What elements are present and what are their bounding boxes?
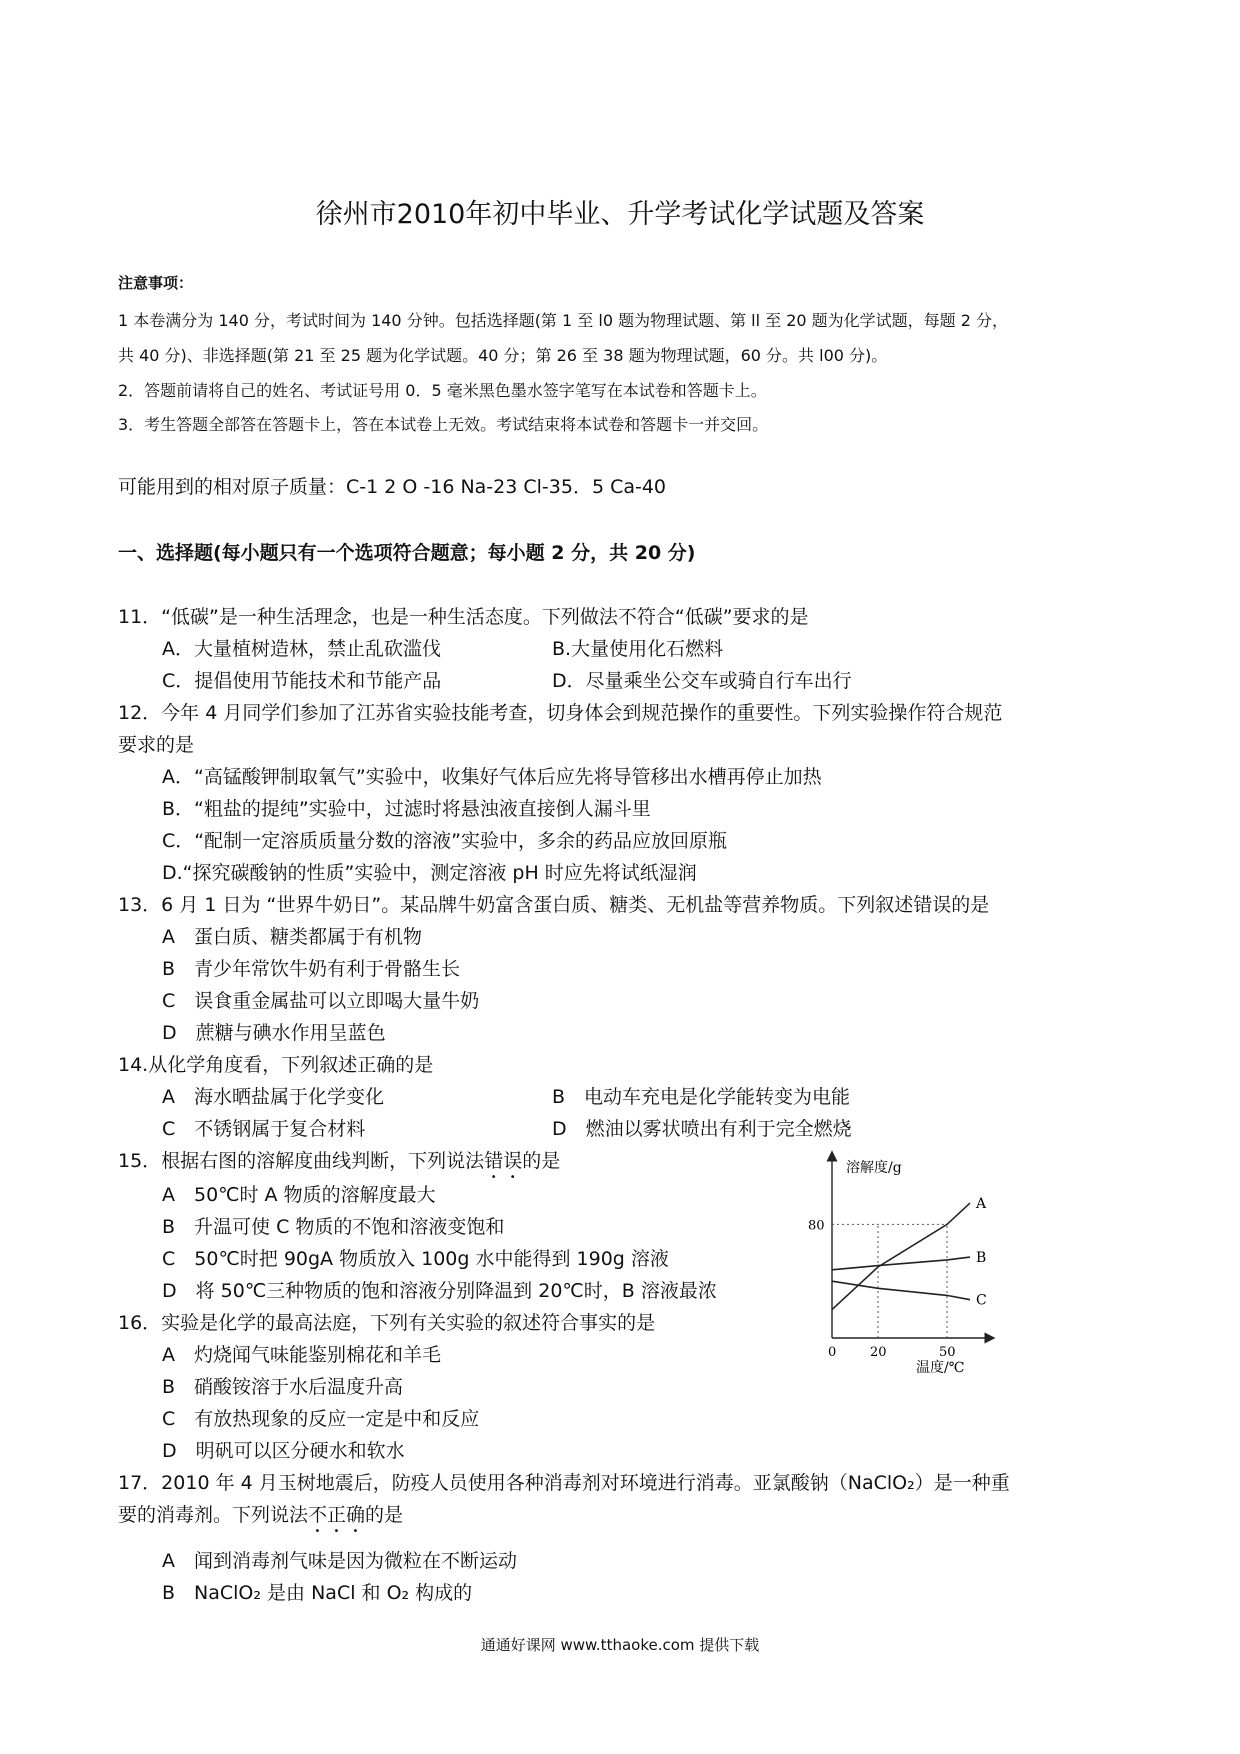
question-12-option-d: D.“探究碳酸钠的性质”实验中，测定溶液 pH 时应先将试纸湿润 — [162, 862, 697, 884]
notice-heading: 注意事项： — [118, 274, 194, 292]
section-title: 一、选择题(每小题只有一个选项符合题意；每小题 2 分，共 20 分) — [118, 542, 696, 564]
atomic-masses: 可能用到的相对原子质量：C-1 2 O -16 Na-23 Cl-35．5 Ca-40 — [118, 476, 667, 498]
notice-line: 2．答题前请将自己的姓名、考试证号用 0．5 毫米黑色墨水签字笔写在本试卷和答题卡上。 — [118, 381, 767, 400]
question-11-option-a: A．大量植树造林，禁止乱砍滥伐 — [162, 638, 441, 660]
notice-line: 1 本卷满分为 140 分，考试时间为 140 分钟。包括选择题(第 1 至 l0 题为物理试题、第 ll 至 20 题为化学试题，每题 2 分， — [118, 311, 1009, 330]
question-15-stem — [118, 1146, 560, 1183]
x-tick-label: 50 — [939, 1345, 956, 1360]
question-14-option-c: C 不锈钢属于复合材料 — [162, 1118, 366, 1140]
question-16-stem: 16．实验是化学的最高法庭，下列有关实验的叙述符合事实的是 — [118, 1312, 656, 1334]
question-15-option-d: D 将 50℃三种物质的饱和溶液分别降温到 20℃时，B 溶液最浓 — [162, 1280, 717, 1302]
question-15-option-c: C 50℃时把 90gA 物质放入 100g 水中能得到 190g 溶液 — [162, 1248, 669, 1270]
page-title: 徐州市2010年初中毕业、升学考试化学试题及答案 — [315, 199, 925, 230]
question-11-option-c: C．提倡使用节能技术和节能产品 — [162, 670, 442, 692]
question-17-option-a: A 闻到消毒剂气味是因为微粒在不断运动 — [162, 1550, 517, 1572]
question-15-option-b: B 升温可使 C 物质的不饱和溶液变饱和 — [162, 1216, 505, 1238]
question-11-stem: 11．“低碳”是一种生活理念，也是一种生活态度。下列做法不符合“低碳”要求的是 — [118, 606, 809, 628]
y-tick-label: 80 — [808, 1218, 825, 1234]
question-17-stem-post: 的是 — [365, 1504, 404, 1526]
question-17-stem-cont — [118, 1500, 403, 1537]
x-tick-label: 20 — [870, 1345, 887, 1360]
question-12-stem-cont: 要求的是 — [118, 734, 195, 756]
notice-line: 共 40 分)、非选择题(第 21 至 25 题为化学试题。40 分；第 26 至 38 题为物理试题，60 分。共 l00 分)。 — [118, 346, 888, 365]
question-16-option-d: D 明矾可以区分硬水和软水 — [162, 1440, 405, 1462]
question-14-stem: 14.从化学角度看，下列叙述正确的是 — [118, 1054, 434, 1076]
question-12-stem: 12．今年 4 月同学们参加了江苏省实验技能考查，切身体会到规范操作的重要性。下列实验操作符合规范 — [118, 702, 1003, 724]
y-axis-label: 溶解度/g — [846, 1160, 902, 1176]
question-13-option-d: D 蔗糖与碘水作用呈蓝色 — [162, 1022, 386, 1044]
footer: 通通好课网 www.tthaoke.com 提供下载 — [480, 1636, 760, 1654]
question-14-option-b: B 电动车充电是化学能转变为电能 — [552, 1086, 851, 1108]
question-16-option-a: A 灼烧闻气味能鉴别棉花和羊毛 — [162, 1344, 441, 1366]
series-label: C — [976, 1292, 987, 1309]
question-15-stem-pre: 15．根据右图的溶解度曲线判断，下列说法 — [118, 1150, 485, 1172]
series-b-line — [832, 1257, 970, 1270]
question-17-stem: 17．2010 年 4 月玉树地震后，防疫人员使用各种消毒剂对环境进行消毒。亚氯酸钠（NaClO₂）是一种重 — [118, 1472, 1010, 1494]
question-13-option-c: C 误食重金属盐可以立即喝大量牛奶 — [162, 990, 480, 1012]
question-17-option-b: B NaClO₂ 是由 NaCl 和 O₂ 构成的 — [162, 1582, 473, 1604]
question-13-option-b: B 青少年常饮牛奶有利于骨骼生长 — [162, 958, 461, 980]
question-13-stem: 13．6 月 1 日为 “世界牛奶日”。某品牌牛奶富含蛋白质、糖类、无机盐等营养物质。下列叙述错误的是 — [118, 894, 990, 916]
question-15-stem-emphasis: 错误 — [484, 1150, 523, 1172]
question-15-stem-post: 的是 — [522, 1150, 561, 1172]
x-tick-label: 0 — [828, 1345, 837, 1360]
notice-line: 3．考生答题全部答在答题卡上，答在本试卷上无效。考试结束将本试卷和答题卡一并交回。 — [118, 415, 769, 434]
question-12-option-a: A．“高锰酸钾制取氧气”实验中，收集好气体后应先将导管移出水槽再停止加热 — [162, 766, 822, 788]
question-11-option-b: B.大量使用化石燃料 — [552, 638, 724, 660]
question-17-stem-pre: 要的消毒剂。下列说法 — [118, 1504, 309, 1526]
solubility-chart — [800, 1150, 1000, 1380]
question-15-option-a: A 50℃时 A 物质的溶解度最大 — [162, 1184, 436, 1206]
x-axis-label: 温度/℃ — [916, 1360, 965, 1376]
question-14-option-d: D 燃油以雾状喷出有利于完全燃烧 — [552, 1118, 852, 1140]
series-label: B — [976, 1250, 987, 1267]
series-a-line — [832, 1203, 970, 1310]
question-11-option-d: D．尽量乘坐公交车或骑自行车出行 — [552, 670, 852, 692]
question-16-option-c: C 有放热现象的反应一定是中和反应 — [162, 1408, 480, 1430]
question-13-option-a: A 蛋白质、糖类都属于有机物 — [162, 926, 422, 948]
question-17-stem-emphasis: 不正确 — [308, 1504, 366, 1526]
question-12-option-c: C．“配制一定溶质质量分数的溶液”实验中，多余的药品应放回原瓶 — [162, 830, 727, 852]
question-16-option-b: B 硝酸铵溶于水后温度升高 — [162, 1376, 404, 1398]
series-label: A — [976, 1196, 987, 1213]
question-14-option-a: A 海水晒盐属于化学变化 — [162, 1086, 384, 1108]
question-12-option-b: B．“粗盐的提纯”实验中，过滤时将悬浊液直接倒人漏斗里 — [162, 798, 651, 820]
